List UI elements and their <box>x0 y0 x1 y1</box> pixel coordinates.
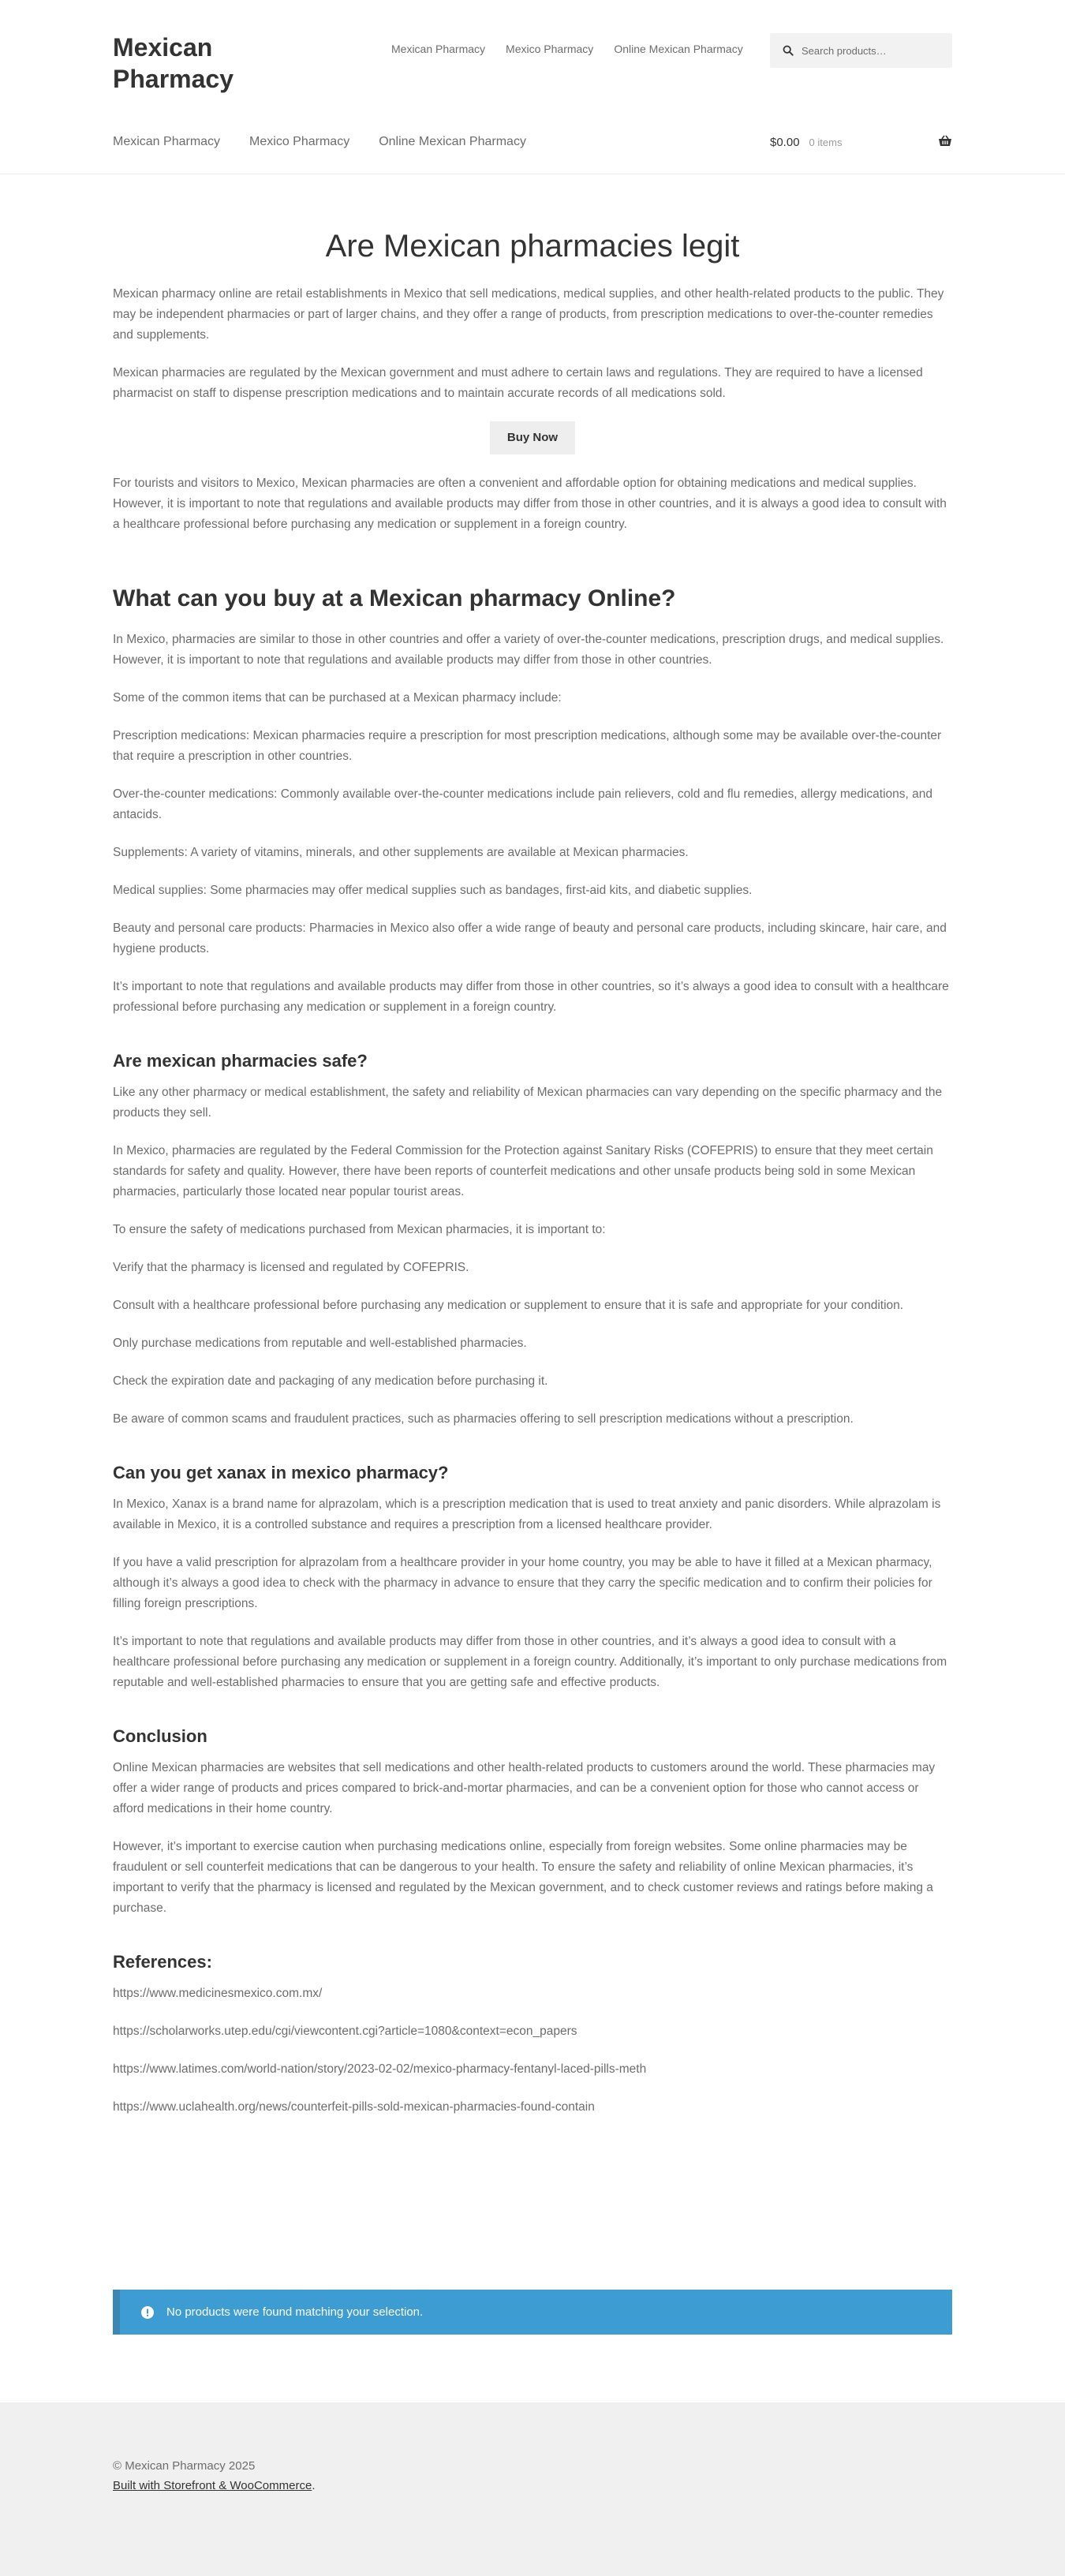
basket-icon <box>938 135 952 148</box>
references-heading: References: <box>113 1952 212 1972</box>
reference-item: https://www.medicinesmexico.com.mx/ <box>113 1987 323 2000</box>
section-heading-are-pharmacies-safe: Are mexican pharmacies safe? <box>113 1051 368 1071</box>
paragraph: Supplements: A variety of vitamins, minerals, and other supplements are available at Mexican pharmacies. <box>113 846 689 859</box>
nav-item-mexican-pharmacy[interactable]: Mexican Pharmacy <box>113 135 221 148</box>
buy-now-button[interactable]: Buy Now <box>490 421 575 454</box>
paragraph: In Mexico, pharmacies are regulated by the Federal Commission for the Protection against Sanitary Risks (COFEPRIS) to ensure that they meet certain standards for safety and quality. However, there have been reports of counterfeit medications and other unsafe products being sold in some Mexican pharmacies, particularly those located near popular tourist areas. <box>113 1144 933 1198</box>
paragraph: Prescription medications: Mexican pharmacies require a prescription for most prescription medications, although some may be available over-the-counter that require a prescription in other countries. <box>113 729 942 763</box>
paragraph: In Mexico, Xanax is a brand name for alprazolam, which is a prescription medication that is used to treat anxiety and panic disorders. While alprazolam is available in Mexico, it is a controlled substance and requires a prescription from a licensed healthcare provider. <box>113 1497 941 1531</box>
intro-paragraph: Mexican pharmacy online are retail establishments in Mexico that sell medications, medical supplies, and other health-related products to the public. They may be independent pharmacies or part of larger chains, and they offer a range of products, from prescription medications to over-the-counter remedies and supplements. <box>113 287 944 342</box>
storefront-credit-link[interactable]: Built with Storefront & WooCommerce <box>113 2479 312 2492</box>
top-link-mexico-pharmacy[interactable]: Mexico Pharmacy <box>506 43 594 55</box>
paragraph: For tourists and visitors to Mexico, Mexican pharmacies are often a convenient and affordable option for obtaining medications and medical supplies. However, it is important to note that regulations and available products may differ from those in other countries, and it is always a good idea to consult with a healthcare professional before purchasing any medication or supplement in a foreign country. <box>113 477 947 531</box>
copyright: © Mexican Pharmacy 2025 <box>113 2459 256 2473</box>
paragraph: Verify that the pharmacy is licensed and regulated by COFEPRIS. <box>113 1261 469 1274</box>
cart-amount: $0.00 <box>770 135 800 149</box>
paragraph: Over-the-counter medications: Commonly available over-the-counter medications include pain relievers, cold and flu remedies, allergy medications, and antacids. <box>113 787 933 821</box>
page-title: Are Mexican pharmacies legit <box>325 229 740 264</box>
references <box>113 1950 952 2118</box>
nav-item-online-mexican-pharmacy[interactable]: Online Mexican Pharmacy <box>379 135 526 148</box>
paragraph: If you have a valid prescription for alprazolam from a healthcare provider in your home country, you may be able to have it filled at a Mexican pharmacy, although it’s always a good idea to check with the pharmacy in advance to ensure that they carry the specific medication and to confirm their policies for filling foreign prescriptions. <box>113 1556 932 1610</box>
paragraph: However, it’s important to exercise caution when purchasing medications online, especially from foreign websites. Some online pharmacies may be fraudulent or sell counterfeit medications that can be dangerous to your health. To ensure the safety and reliability of online Mexican pharmacies, it’s important to verify that the pharmacy is licensed and regulated by the Mexican government, and to check customer reviews and ratings before making a purchase. <box>113 1840 933 1915</box>
site-footer <box>0 2402 1065 2576</box>
paragraph: Check the expiration date and packaging of any medication before purchasing it. <box>113 1374 548 1388</box>
section-heading-what-can-you-buy: What can you buy at a Mexican pharmacy Online? <box>113 585 676 611</box>
info-notice <box>113 2290 952 2335</box>
paragraph: Like any other pharmacy or medical establishment, the safety and reliability of Mexican pharmacies can vary depending on the specific pharmacy and the products they sell. <box>113 1086 943 1120</box>
article-content <box>113 221 952 2135</box>
paragraph: Beauty and personal care products: Pharmacies in Mexico also offer a wide range of beauty and personal care products, including skincare, hair care, and hygiene products. <box>113 922 947 955</box>
nav-item-mexico-pharmacy[interactable]: Mexico Pharmacy <box>249 135 350 148</box>
paragraph: It’s important to note that regulations and available products may differ from those in other countries, so it’s always a good idea to consult with a healthcare professional before purchasing any medication or supplement in a foreign country. <box>113 980 949 1014</box>
top-link-mexican-pharmacy[interactable]: Mexican Pharmacy <box>391 43 486 55</box>
paragraph: To ensure the safety of medications purchased from Mexican pharmacies, it is important to: <box>113 1223 606 1236</box>
intro-paragraph: Mexican pharmacies are regulated by the Mexican government and must adhere to certain laws and regulations. They are required to have a licensed pharmacist on staff to dispense prescription medications and to maintain accurate records of all medications sold. <box>113 366 923 400</box>
reference-item: https://www.latimes.com/world-nation/story/2023-02-02/mexico-pharmacy-fentanyl-laced-pills-meth <box>113 2062 647 2076</box>
buy-now-row <box>113 421 952 454</box>
info-icon <box>141 2306 154 2319</box>
paragraph: In Mexico, pharmacies are similar to those in other countries and offer a variety of over-the-counter medications, prescription drugs, and medical supplies. However, it is important to note that regulations and available products may differ from those in other countries. <box>113 633 944 667</box>
paragraph: It’s important to note that regulations and available products may differ from those in other countries, and it’s always a good idea to consult with a healthcare professional before purchasing any medication or supplement in a foreign country. Additionally, it’s important to only purchase medications from reputable and well-established pharmacies to ensure that you are getting safe and effective products. <box>113 1635 947 1689</box>
paragraph: Online Mexican pharmacies are websites that sell medications and other health-related products to customers around the world. These pharmacies may offer a wider range of products and prices compared to brick-and-mortar pharmacies, and can be a convenient option for those who cannot access or afford medications in their home country. <box>113 1761 936 1815</box>
site-title[interactable]: Mexican Pharmacy <box>113 33 234 93</box>
cart-link[interactable] <box>770 134 952 150</box>
credit-line <box>113 2479 315 2492</box>
notice-message: No products were found matching your selection. <box>166 2305 424 2319</box>
search-icon <box>783 45 794 56</box>
top-link-online-mexican-pharmacy[interactable]: Online Mexican Pharmacy <box>614 43 743 55</box>
paragraph: Consult with a healthcare professional before purchasing any medication or supplement to ensure that it is safe and appropriate for your condition. <box>113 1299 904 1312</box>
paragraph: Be aware of common scams and fraudulent practices, such as pharmacies offering to sell prescription medications without a prescription. <box>113 1412 854 1426</box>
search-input[interactable] <box>800 44 945 58</box>
credit-suffix: . <box>312 2479 316 2492</box>
paragraph: Only purchase medications from reputable and well-established pharmacies. <box>113 1337 527 1350</box>
paragraph: Some of the common items that can be purchased at a Mexican pharmacy include: <box>113 691 562 705</box>
primary-navigation <box>113 134 555 150</box>
reference-item: https://www.uclahealth.org/news/counterfeit-pills-sold-mexican-pharmacies-found-contain <box>113 2100 595 2114</box>
reference-item: https://scholarworks.utep.edu/cgi/viewcontent.cgi?article=1080&context=econ_papers <box>113 2025 577 2038</box>
secondary-navigation <box>391 41 764 57</box>
cart-count: 0 items <box>809 136 843 148</box>
product-search <box>770 33 952 68</box>
section-heading-conclusion: Conclusion <box>113 1726 207 1746</box>
section-heading-xanax: Can you get xanax in mexico pharmacy? <box>113 1463 449 1482</box>
paragraph: Medical supplies: Some pharmacies may offer medical supplies such as bandages, first-aid kits, and diabetic supplies. <box>113 884 753 897</box>
